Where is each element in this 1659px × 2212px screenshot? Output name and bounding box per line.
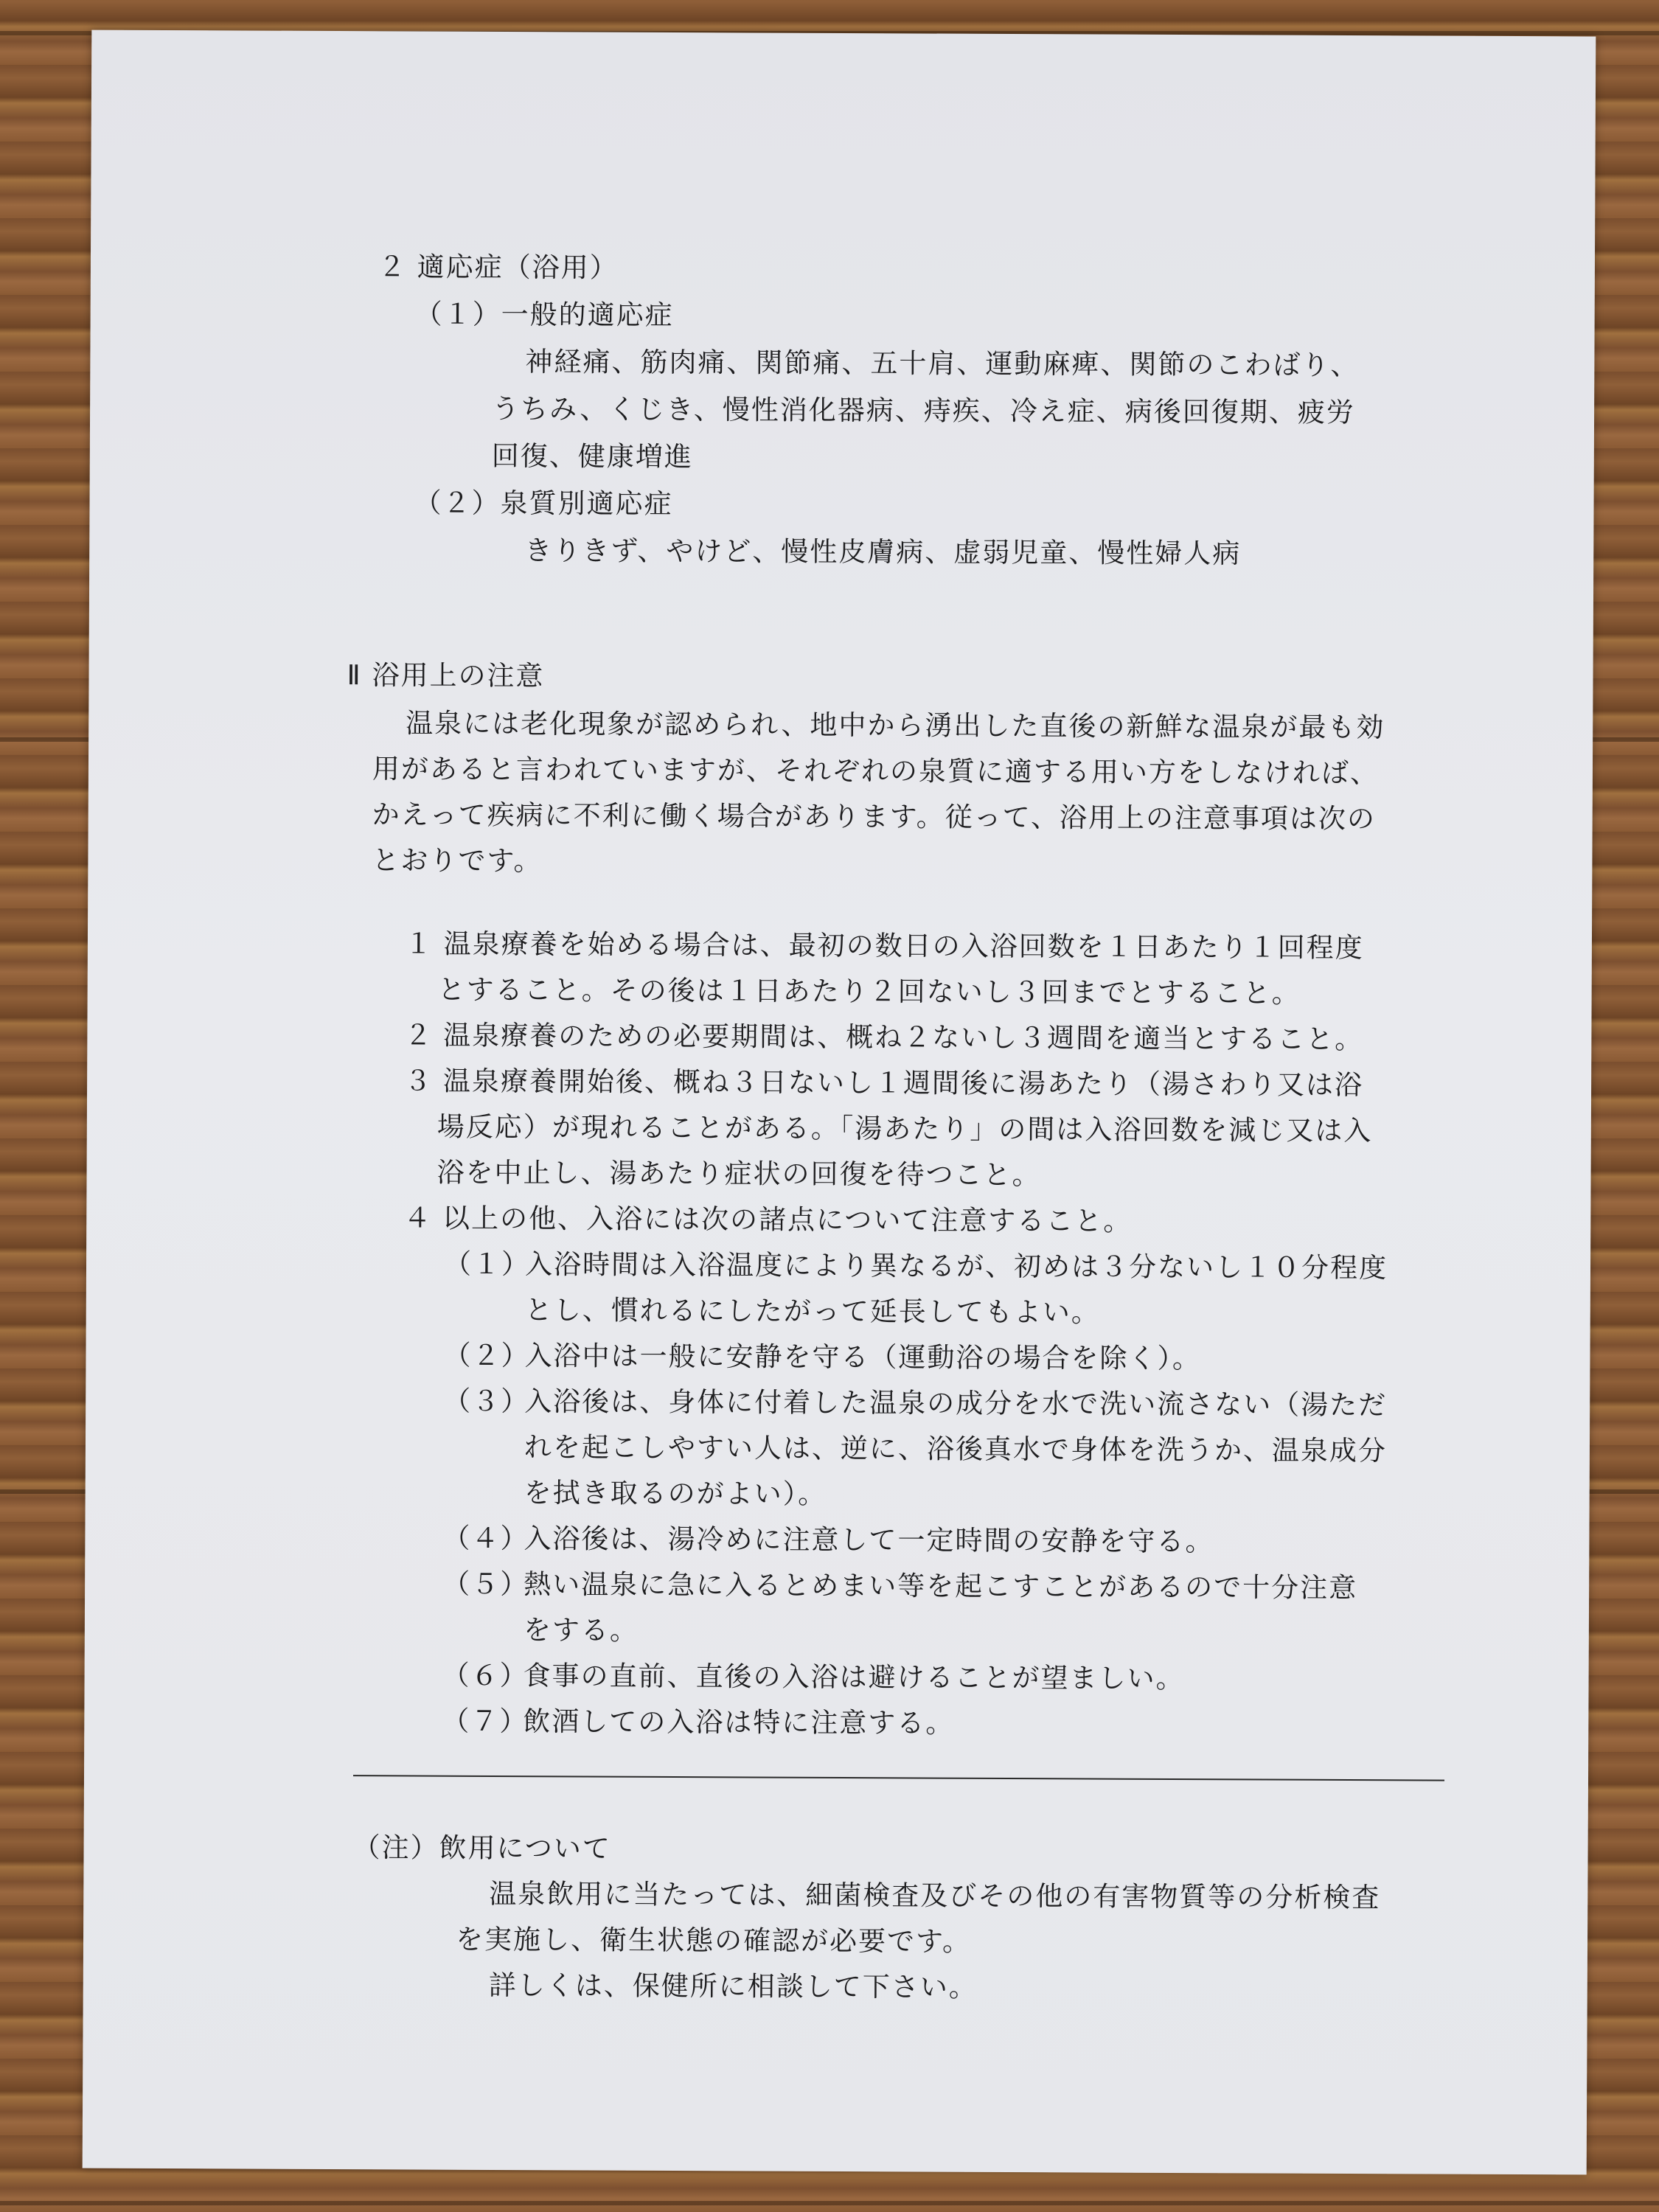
caution-item: １ 温泉療養を始める場合は、最初の数日の入浴回数を１日あたり１回程度 [404,928,1364,964]
section-heading-cautions: Ⅱ 浴用上の注意 [347,659,545,692]
intro-paragraph-line: 用があると言われていますが、それぞれの泉質に適する用い方をしなければ、 [372,753,1380,790]
caution-subitem-line: とし、慣れるにしたがって延長してもよい。 [524,1294,1100,1329]
caution-subitem-label: （１） [443,1248,531,1281]
general-indications-line: 神経痛、筋肉痛、関節痛、五十肩、運動麻痺、関節のこわばり、 [525,346,1360,382]
caution-item: 場反応）が現れることがある。「湯あたり」の間は入浴回数を減じ又は入 [437,1110,1373,1147]
wood-groove [0,2201,1659,2205]
caution-subitem-label: （２） [443,1339,530,1372]
caution-subitem-line: 入浴後は、身体に付着した温泉の成分を水で洗い流さない（湯ただ [524,1385,1388,1422]
spring-specific-line: きりきず、やけど、慢性皮膚病、虚弱児童、慢性婦人病 [524,535,1242,570]
caution-subitem-line: を拭き取るのがよい）。 [524,1477,827,1510]
section-heading-indications: ２ 適応症（浴用） [378,251,619,284]
general-indications-label: （１）一般的適応症 [414,298,674,332]
caution-item: とすること。その後は１日あたり２回ないし３回までとすること。 [437,973,1301,1009]
caution-subitem-line: 入浴後は、湯冷めに注意して一定時間の安静を守る。 [524,1523,1214,1558]
intro-paragraph-line: とおりです。 [372,844,543,877]
intro-paragraph-line: かえって疾病に不利に働く場合があります。従って、浴用上の注意事項は次の [372,799,1377,835]
note-line: を実施し、衛生状態の確認が必要です。 [455,1923,972,1958]
note-heading: （注）飲用について [352,1832,611,1865]
caution-subitem-line: 入浴時間は入浴温度により異なるが、初めは３分ないし１０分程度 [524,1248,1388,1284]
caution-item: ２ 温泉療養のための必要期間は、概ね２ないし３週間を適当とすること。 [404,1019,1364,1056]
caution-subitem-label: （４） [442,1522,529,1555]
caution-subitem-label: （６） [442,1659,529,1692]
intro-paragraph-line: 温泉には老化現象が認められ、地中から湧出した直後の新鮮な温泉が最も効 [406,707,1385,744]
caution-subitem-line: れを起こしやすい人は、逆に、浴後真水で身体を洗うか、温泉成分 [524,1431,1388,1467]
document-sheet [83,30,1596,2175]
caution-subitem-line: 食事の直前、直後の入浴は避けることが望ましい。 [523,1660,1185,1695]
caution-subitem-label: （３） [443,1385,530,1418]
caution-item: ４ 以上の他、入浴には次の諸点について注意すること。 [403,1202,1133,1237]
general-indications-line: うちみ、くじき、慢性消化器病、痔疾、冷え症、病後回復期、疲労 [492,392,1355,429]
caution-item: 浴を中止し、湯あたり症状の回復を待つこと。 [437,1156,1041,1192]
caution-subitem-label: （５） [442,1568,529,1601]
note-line: 詳しくは、保健所に相談して下さい。 [488,1969,978,2003]
spring-specific-label: （２）泉質別適応症 [414,487,673,521]
caution-subitem-line: をする。 [523,1614,639,1646]
caution-subitem-line: 飲酒しての入浴は特に注意する。 [523,1705,955,1739]
caution-subitem-line: 入浴中は一般に安静を守る（運動浴の場合を除く）。 [524,1340,1202,1375]
caution-item: ３ 温泉療養開始後、概ね３日ないし１週間後に湯あたり（湯さわり又は浴 [404,1065,1363,1102]
caution-subitem-line: 熱い温泉に急に入るとめまい等を起こすことがあるので十分注意 [524,1568,1358,1604]
general-indications-line: 回復、健康増進 [491,439,693,473]
caution-subitem-label: （７） [442,1705,529,1738]
note-line: 温泉飲用に当たっては、細菌検査及びその他の有害物質等の分析検査 [489,1877,1381,1914]
section-divider [353,1775,1444,1781]
